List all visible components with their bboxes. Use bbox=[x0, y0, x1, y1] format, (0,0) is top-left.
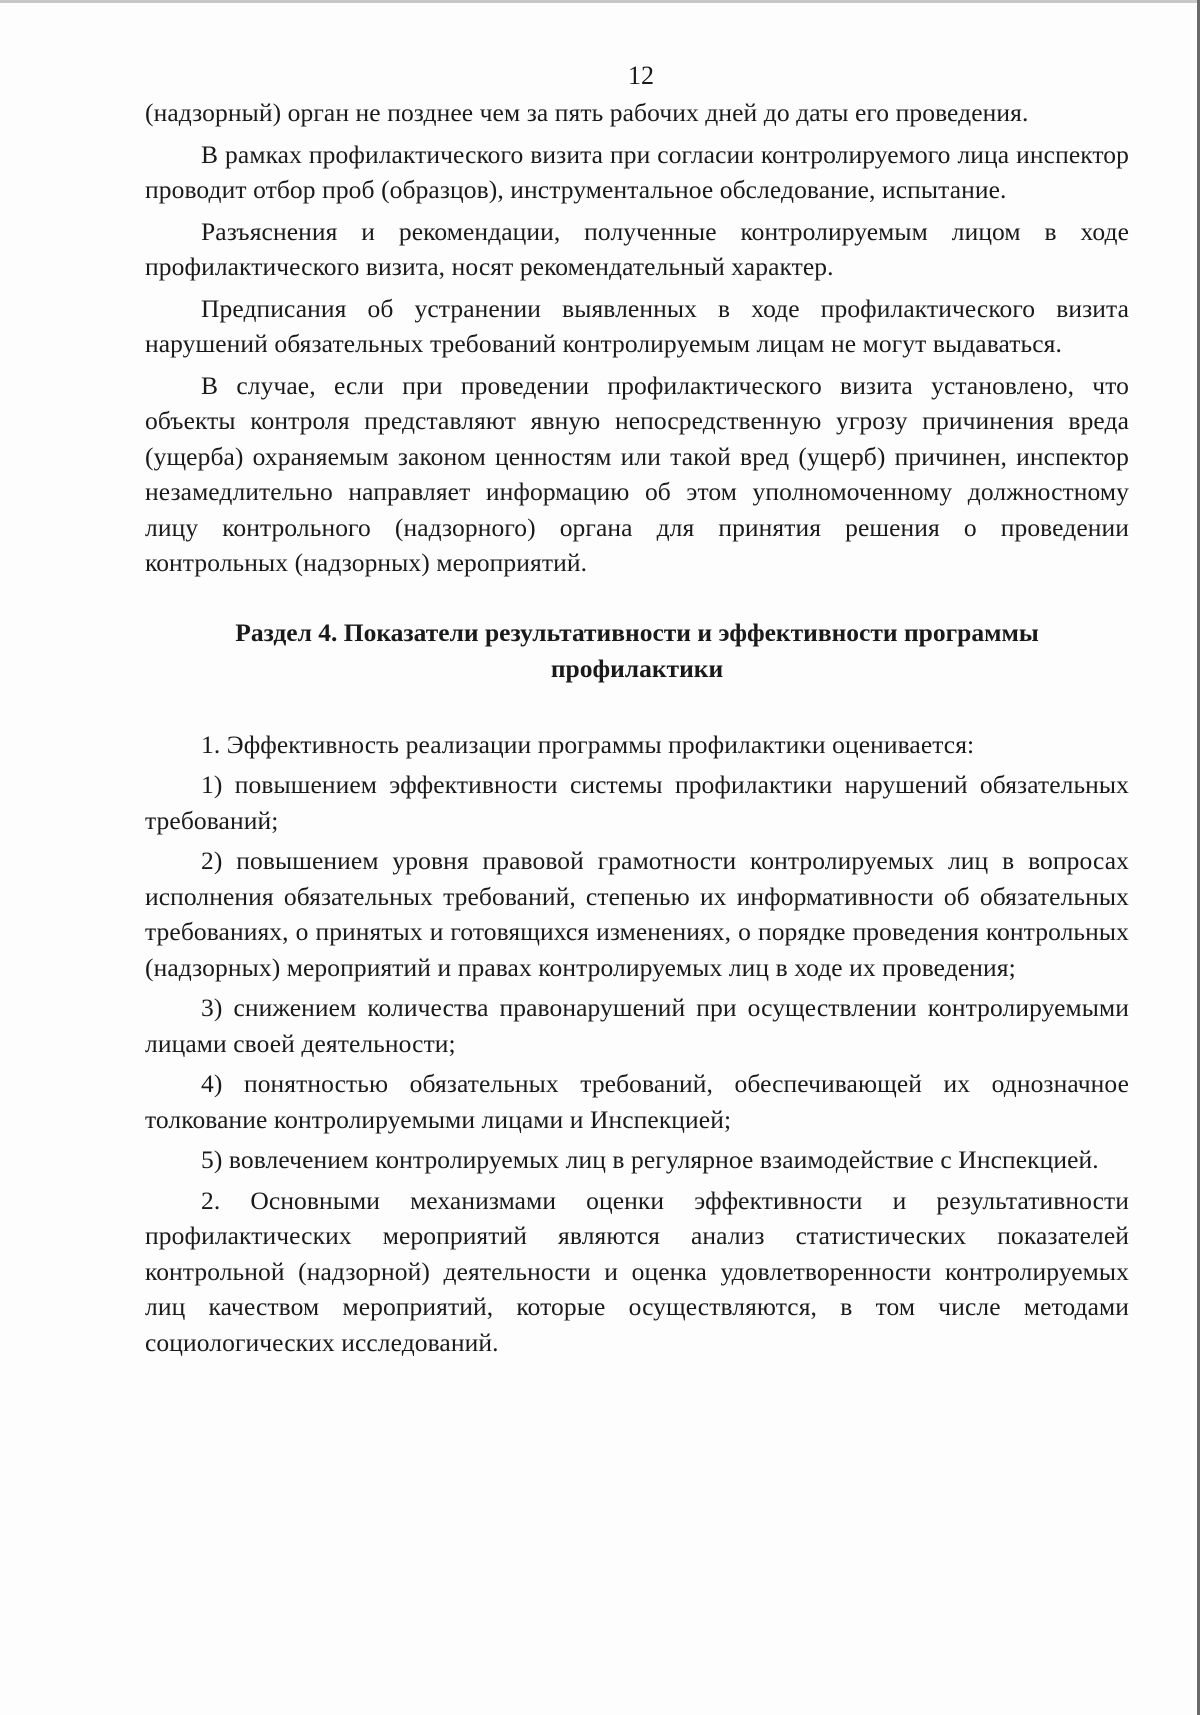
page-number: 12 bbox=[628, 61, 654, 90]
section-heading-line: Раздел 4. Показатели результативности и эффективности программы bbox=[235, 617, 1039, 647]
paragraph: Разъяснения и рекомендации, полученные контролируемым лицом в ходе профилактического визита, носят рекомендательный характер. bbox=[145, 216, 1129, 281]
paragraph-continuation: (надзорный) орган не позднее чем за пять рабочих дней до даты его проведения. bbox=[145, 98, 1029, 127]
paragraph: В случае, если при проведении профилактического визита установлено, что объекты контроля представляют явную непосредственную угрозу причинения вреда (ущерба) охраняемым законом ценностям или такой вред (ущерб) причинен, инспектор незамедлительно направляет информацию об этом уполномоченному должностному лицу контрольного (надзорного) органа для принятия решения о проведении контрольных (надзорных) мероприятий. bbox=[145, 370, 1129, 577]
list-item: 4) понятностью обязательных требований, обеспечивающей их однозначное толкование контролируемыми лицами и Инспекцией; bbox=[145, 1069, 1129, 1134]
list-item: 1) повышением эффективности системы профилактики нарушений обязательных требований; bbox=[145, 770, 1129, 835]
section-heading bbox=[145, 615, 1129, 687]
document-body bbox=[145, 95, 1129, 1365]
paragraph: Предписания об устранении выявленных в ходе профилактического визита нарушений обязательных требований контролируемым лицам не могут выдаваться. bbox=[145, 293, 1129, 358]
effectiveness-list bbox=[145, 727, 1129, 1361]
list-item: 3) снижением количества правонарушений при осуществлении контролируемыми лицами своей деятельности; bbox=[145, 993, 1129, 1058]
paragraph: 2. Основными механизмами оценки эффективности и результативности профилактических мероприятий являются анализ статистических показателей контрольной (надзорной) деятельности и оценка удовлетворенности контролируемых лиц качеством мероприятий, которые осуществляются, в том числе методами социологических исследований. bbox=[145, 1185, 1129, 1357]
section-heading-line: профилактики bbox=[550, 653, 724, 683]
list-item: 5) вовлечением контролируемых лиц в регулярное взаимодействие с Инспекцией. bbox=[201, 1145, 1099, 1174]
scan-edge-top bbox=[0, 0, 1200, 3]
list-item: 2) повышением уровня правовой грамотности контролируемых лиц в вопросах исполнения обязательных требований, степенью их информативности об обязательных требованиях, о принятых и готовящихся изменениях, о порядке проведения контрольных (надзорных) мероприятий и правах контролируемых лиц в ходе их проведения; bbox=[145, 846, 1129, 982]
paragraph: 1. Эффективность реализации программы профилактики оценивается: bbox=[201, 729, 975, 759]
paragraph: В рамках профилактического визита при согласии контролируемого лица инспектор проводит отбор проб (образцов), инструментальное обследование, испытание. bbox=[145, 139, 1129, 204]
